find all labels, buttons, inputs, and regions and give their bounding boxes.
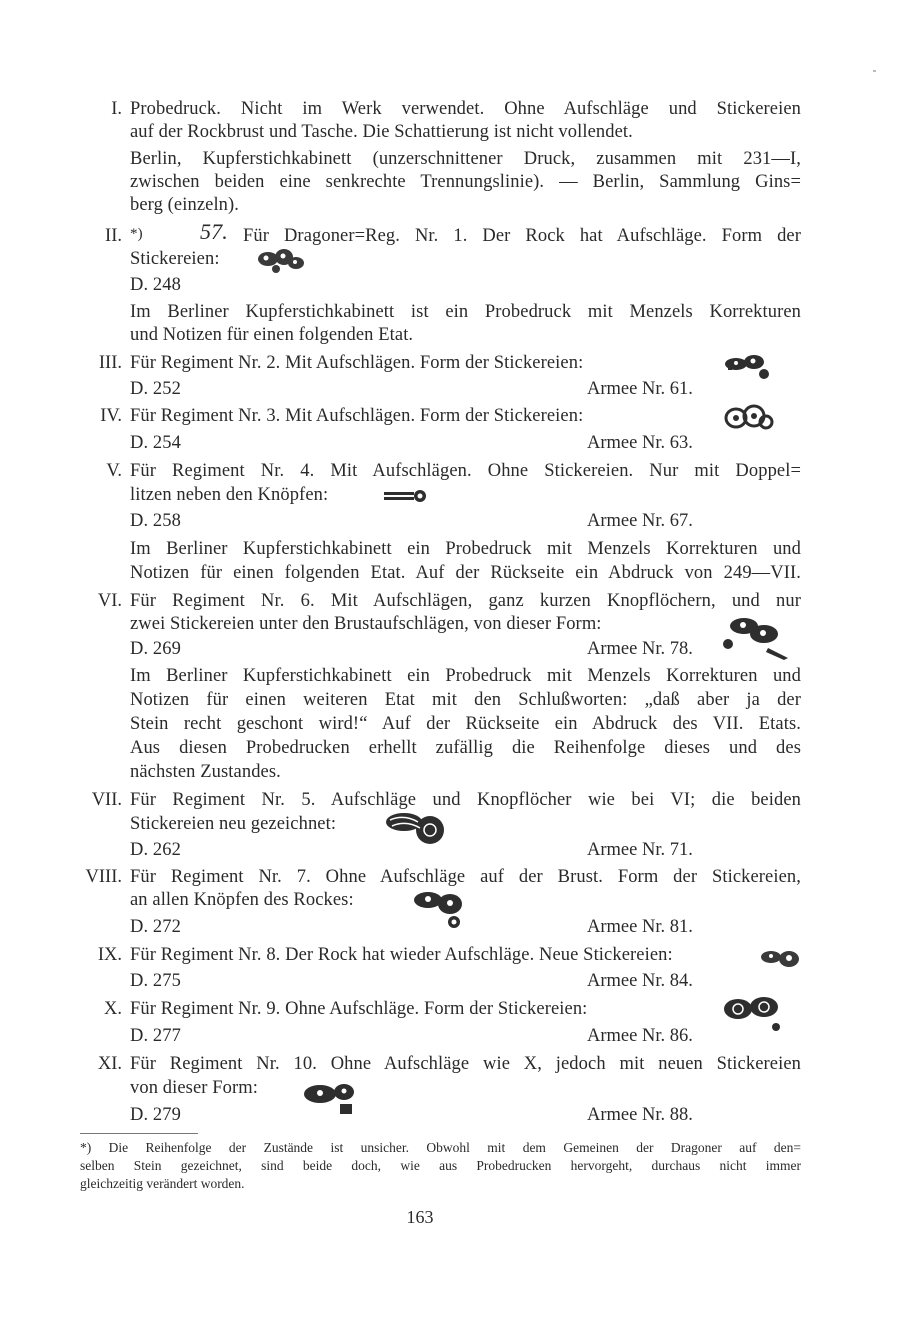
page-number: 163 (406, 1207, 434, 1227)
armee-number: Armee Nr. 71. (587, 840, 693, 860)
d-number: D. 279 (130, 1105, 181, 1125)
embroidery-ornament-icon (300, 1078, 360, 1118)
d-number: D. 269 (130, 639, 181, 659)
entry-note-line: zwischen beiden eine senkrechte Trennungslinie). — Berlin, Sammlung Gins= (130, 172, 801, 192)
entry-label: I. (111, 99, 122, 119)
entry-line: Für Regiment Nr. 9. Ohne Aufschläge. Form der Stickereien: (130, 999, 588, 1019)
entry-line: zwei Stickereien unter den Brustaufschlägen, von dieser Form: (130, 614, 602, 634)
entry-note-line: und Notizen für einen folgenden Etat. (130, 325, 414, 345)
entry-note-line: berg (einzeln). (130, 195, 240, 215)
footnote-rule (80, 1133, 198, 1134)
entry-note-line: Im Berliner Kupferstichkabinett ein Probedruck mit Menzels Korrekturen und (130, 666, 801, 686)
entry-label: XI. (97, 1054, 122, 1074)
d-number: D. 252 (130, 379, 181, 399)
entry-line: Für Regiment Nr. 10. Ohne Aufschläge wie X, jedoch mit neuen Stickereien (130, 1054, 801, 1074)
entry-line: Für Regiment Nr. 2. Mit Aufschlägen. Form der Stickereien: (130, 353, 584, 373)
entry-note-line: Stein recht geschont wird!“ Auf der Rückseite ein Abdruck des VII. Etats. (130, 714, 801, 734)
entry-line: Für Dragoner=Reg. Nr. 1. Der Rock hat Aufschläge. Form der (243, 226, 801, 246)
armee-number: Armee Nr. 63. (587, 433, 693, 453)
embroidery-ornament-icon (408, 888, 468, 930)
entry-label: II. (105, 226, 122, 246)
armee-number: Armee Nr. 61. (587, 379, 693, 399)
entry-label: VI. (97, 591, 122, 611)
embroidery-ornament-icon (382, 808, 448, 848)
footnote-line: gleichzeitig verändert worden. (80, 1176, 245, 1191)
embroidery-ornament-icon (250, 245, 310, 277)
entry-note-line: Im Berliner Kupferstichkabinett ist ein Probedruck mit Menzels Korrekturen (130, 302, 801, 322)
double-lace-icon (382, 488, 430, 504)
entry-label: X. (104, 999, 122, 1019)
armee-number: Armee Nr. 78. (587, 639, 693, 659)
entry-line: Für Regiment Nr. 8. Der Rock hat wieder Aufschläge. Neue Stickereien: (130, 945, 673, 965)
entry-label: IX. (97, 945, 122, 965)
d-number: D. 258 (130, 511, 181, 531)
entry-label: III. (98, 353, 122, 373)
entry-line: von dieser Form: (130, 1078, 259, 1098)
embroidery-ornament-icon (757, 945, 803, 971)
entry-line: Stickereien: (130, 249, 220, 269)
entry-line: Für Regiment Nr. 4. Mit Aufschlägen. Ohne Stickereien. Nur mit Doppel= (130, 461, 801, 481)
entry-label: VIII. (85, 867, 122, 887)
armee-number: Armee Nr. 86. (587, 1026, 693, 1046)
entry-note-line: nächsten Zustandes. (130, 762, 281, 782)
armee-number: Armee Nr. 84. (587, 971, 693, 991)
entry-note-line: Notizen für einen folgenden Etat. Auf der Rückseite ein Abdruck von 249—VII. (130, 563, 801, 583)
entry-note-line: Aus diesen Probedrucken erhellt zufällig die Reihenfolge dieses und des (130, 738, 801, 758)
d-number: D. 262 (130, 840, 181, 860)
entry-note-line: Notizen für einen weiteren Etat mit den Schlußworten: „daß aber ja der (130, 690, 801, 710)
embroidery-ornament-icon (718, 614, 792, 662)
entry-line: Für Regiment Nr. 7. Ohne Aufschläge auf der Brust. Form der Stickereien, (130, 867, 801, 887)
entry-line: an allen Knöpfen des Rockes: (130, 890, 354, 910)
entry-line: Stickereien neu gezeichnet: (130, 814, 337, 834)
footnote-line: selben Stein gezeichnet, sind beide doch, wie aus Probedrucken hervorgeht, durchaus nicht immer (80, 1158, 801, 1173)
speck (873, 70, 876, 72)
entry-label: VII. (91, 790, 122, 810)
entry-line: Für Regiment Nr. 5. Aufschläge und Knopflöcher wie bei VI; die beiden (130, 790, 801, 810)
d-number: D. 272 (130, 917, 181, 937)
embroidery-ornament-icon (720, 993, 786, 1035)
entry-line: Für Regiment Nr. 6. Mit Aufschlägen, ganz kurzen Knopflöchern, und nur (130, 591, 801, 611)
entry-line: Probedruck. Nicht im Werk verwendet. Ohne Aufschläge und Stickereien (130, 99, 801, 119)
entry-line: Für Regiment Nr. 3. Mit Aufschlägen. Form der Stickereien: (130, 406, 584, 426)
armee-number: Armee Nr. 88. (587, 1105, 693, 1125)
d-number: D. 277 (130, 1026, 181, 1046)
d-number: D. 248 (130, 275, 181, 295)
footnote-mark: *) (130, 226, 143, 242)
entry-line: auf der Rockbrust und Tasche. Die Schattierung ist nicht vollendet. (130, 122, 633, 142)
entry-note-line: Berlin, Kupferstichkabinett (unzerschnittener Druck, zusammen mit 231—I, (130, 149, 801, 169)
embroidery-ornament-icon (720, 352, 778, 382)
d-number: D. 254 (130, 433, 181, 453)
footnote-line: *) Die Reihenfolge der Zustände ist unsicher. Obwohl mit dem Gemeinen der Dragoner auf den= (80, 1140, 801, 1155)
handwritten-number: 57. (200, 219, 228, 244)
entry-line: litzen neben den Knöpfen: (130, 485, 329, 505)
armee-number: Armee Nr. 81. (587, 917, 693, 937)
entry-label: V. (106, 461, 122, 481)
entry-label: IV. (100, 406, 122, 426)
entry-note-line: Im Berliner Kupferstichkabinett ein Probedruck mit Menzels Korrekturen und (130, 539, 801, 559)
embroidery-ornament-icon (720, 402, 776, 434)
d-number: D. 275 (130, 971, 181, 991)
armee-number: Armee Nr. 67. (587, 511, 693, 531)
